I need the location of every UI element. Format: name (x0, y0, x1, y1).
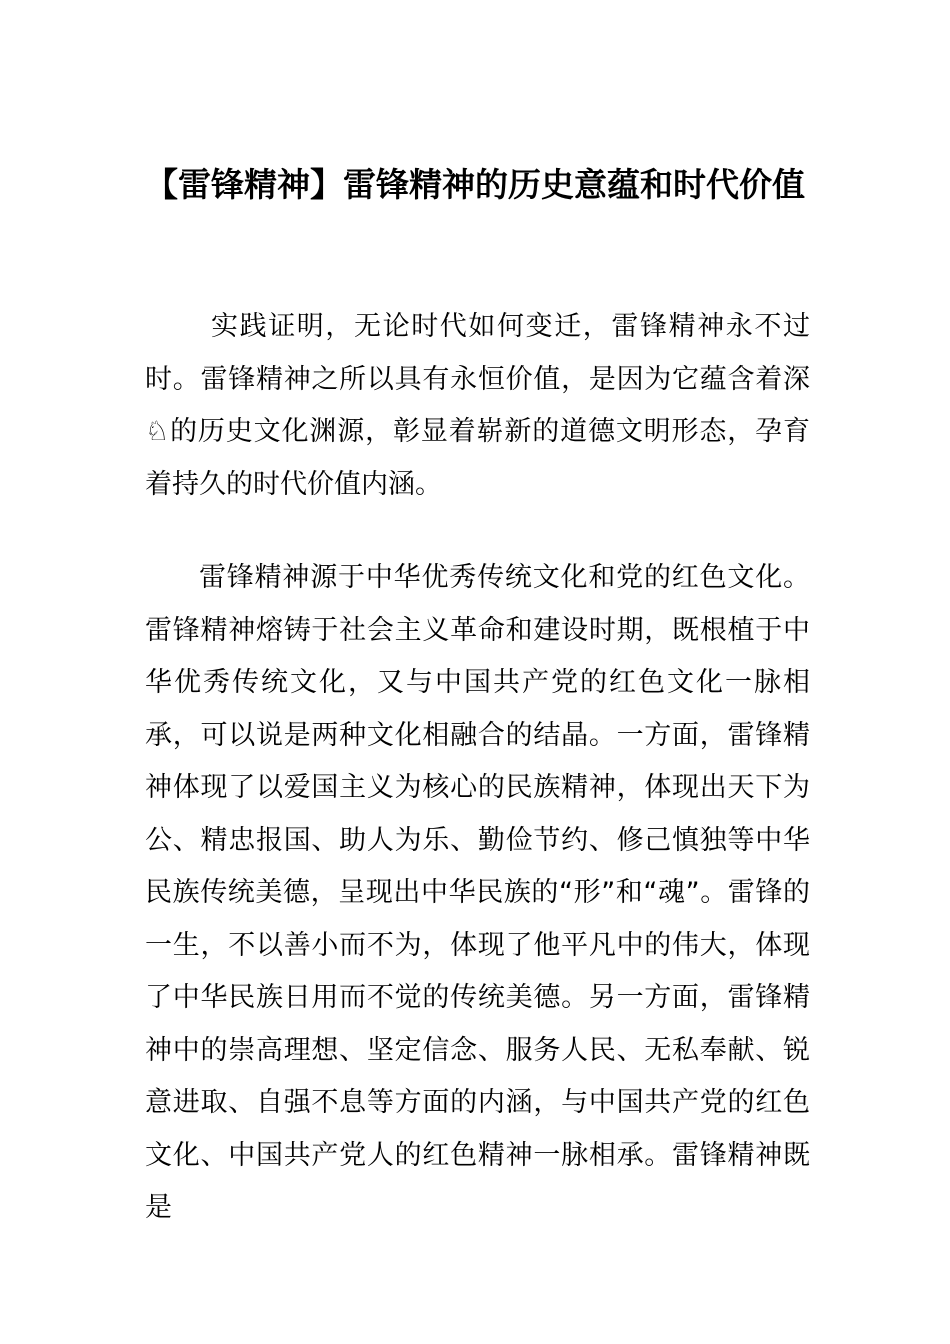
body-paragraph-1: 实践证明，无论时代如何变迁，雷锋精神永不过时。雷锋精神之所以具有永恒价值，是因为它蕴含着深♘的历史文化渊源，彰显着崭新的道德文明形态，孕育着持久的时代价值内涵。 (145, 311, 810, 500)
body-paragraph-2: 雷锋精神源于中华优秀传统文化和党的红色文化。雷锋精神熔铸于社会主义革命和建设时期，既根植于中华优秀传统文化，又与中国共产党的红色文化一脉相承，可以说是两种文化相融合的结晶。一方面，雷锋精神体现了以爱国主义为核心的民族精神，体现出天下为公、精忠报国、助人为乐、勤俭节约、修己慎独等中华民族传统美德，呈现出中华民族的“形”和“魂”。雷锋的一生，不以善小而不为，体现了他平凡中的伟大，体现了中华民族日用而不觉的传统美德。另一方面，雷锋精神中的崇高理想、坚定信念、服务人民、无私奉献、锐意进取、自强不息等方面的内涵，与中国共产党的红色文化、中国共产党人的红色精神一脉相承。雷锋精神既是 (145, 562, 810, 1223)
document-title: 【雷锋精神】雷锋精神的历史意蕴和时代价值 (145, 165, 805, 204)
